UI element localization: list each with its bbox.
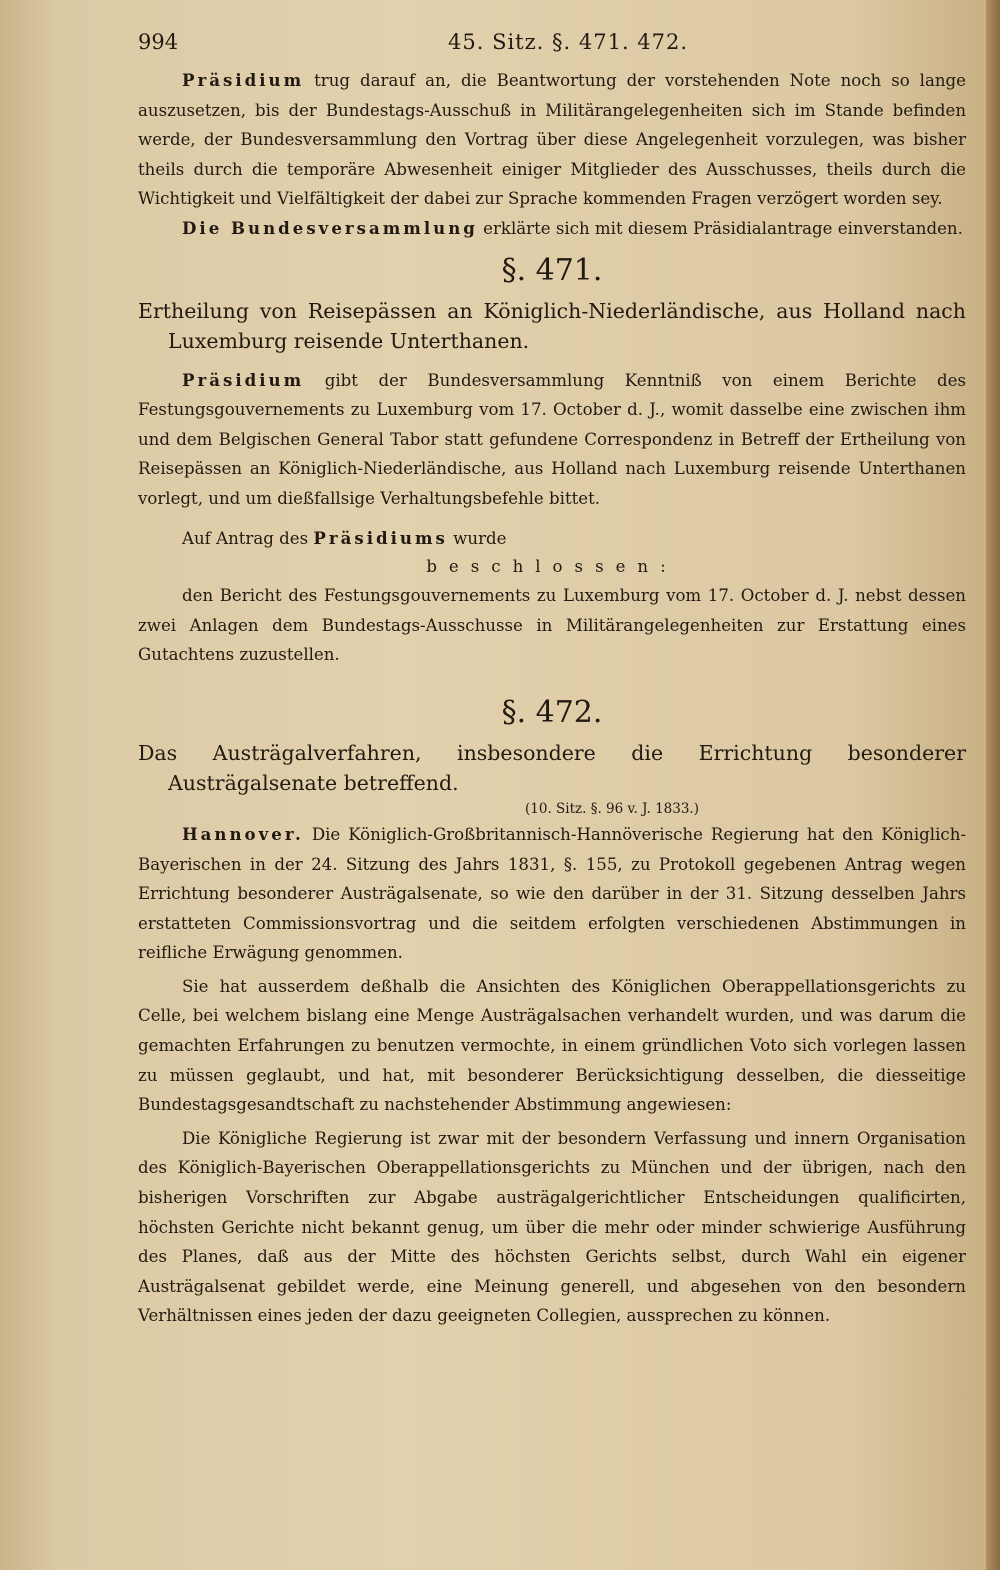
paragraph-text: trug darauf an, die Beantwortung der vorstehenden Note noch so lange auszusetzen, bis der Bundestags-Ausschuß in Militärangelegenheiten sich im Stande befinden werde, der Bundesversammlung den Vortrag über diese Angelegenheit vorzulegen, was bisher theils durch die temporäre Abwesenheit einiger Mitglieder des Ausschusses, theils durch die Wichtigkeit und Vielfältigkeit der dabei zur Sprache kommenden Fragen verzögert worden sey. bbox=[138, 71, 966, 209]
section-472-citation: (10. Sitz. §. 96 v. J. 1833.) bbox=[525, 800, 699, 817]
intro-paragraph-1 bbox=[138, 66, 966, 214]
lead-word: Präsidium bbox=[182, 369, 305, 390]
section-471-paragraph-2 bbox=[138, 524, 966, 554]
page-header bbox=[138, 30, 966, 66]
section-471-title: Ertheilung von Reisepässen an Königlich-Niederländische, aus Holland nach Luxemburg reisende Unterthanen. bbox=[138, 298, 966, 353]
section-472-paragraph-3: Die Königliche Regierung ist zwar mit der besondern Verfassung und innern Organisation des Königlich-Bayerischen Oberappellationsgerichts zu München und der übrigen, nach den bisherigen Vorschriften zur Abgabe austrägalgerichtlicher Entscheidungen qualificirten, höchsten Gerichte nicht bekannt genug, um über die mehr oder minder schwierige Ausführung des Planes, daß aus der Mitte des höchsten Gerichts selbst, durch Wahl ein eigener Austrägalsenat gebildet werde, eine Meinung generell, und abgesehen von den besondern Verhältnissen eines jeden der dazu geeigneten Collegien, aussprechen zu können. bbox=[138, 1128, 966, 1326]
section-472-title: Das Austrägalverfahren, insbesondere die Errichtung besonderer Austrägalsenate betreffend. bbox=[138, 740, 966, 795]
paragraph-text: Die Königlich-Großbritannisch-Hannöverische Regierung hat den Königlich-Bayerischen in der 24. Sitzung des Jahrs 1831, §. 155, zu Protokoll gegebenen Antrag wegen Errichtung besonderer Austrägalsenate, so wie den darüber in der 31. Sitzung desselben Jahrs erstatteten Commissionsvortrag und die seitdem erfolgten verschiedenen Abstimmungen in reifliche Erwägung genommen. bbox=[138, 824, 966, 963]
paragraph-prefix: Auf Antrag des bbox=[182, 528, 309, 548]
page-edge bbox=[986, 0, 1000, 1570]
paragraph-text: erklärte sich mit diesem Präsidialantrage einverstanden. bbox=[483, 218, 963, 238]
intro-paragraph-2 bbox=[138, 214, 966, 244]
page-content bbox=[138, 30, 966, 1331]
section-472-paragraph-2: Sie hat ausserdem deßhalb die Ansichten des Königlichen Oberappellationsgerichts zu Celle, bei welchem bislang eine Menge Austrägalsachen verhandelt wurden, und was darum die gemachten Erfahrungen zu benutzen vermochte, in einem gründlichen Voto sich vorlegen lassen zu müssen geglaubt, und hat, mit besonderer Berücksichtigung desselben, die diesseitige Bundestagsgesandtschaft zu nachstehender Abstimmung angewiesen: bbox=[138, 976, 966, 1115]
page-number: 994 bbox=[138, 30, 179, 54]
lead-word: Präsidiums bbox=[313, 527, 448, 548]
section-472-paragraph-1 bbox=[138, 820, 966, 968]
paragraph-suffix: wurde bbox=[453, 528, 507, 548]
section-471-paragraph-1 bbox=[138, 366, 966, 514]
running-head: 45. Sitz. §. 471. 472. bbox=[448, 30, 689, 54]
paragraph-text: gibt der Bundesversammlung Kenntniß von einem Berichte des Festungsgouvernements zu Luxemburg vom 17. October d. J., womit dasselbe eine zwischen ihm und dem Belgischen General Tabor statt gefundene Correspondenz in Betreff der Ertheilung von Reisepässen an Königlich-Niederländische, aus Holland nach Luxemburg reisende Unterthanen vorlegt, und um dießfallsige Verhaltungsbefehle bittet. bbox=[138, 370, 966, 508]
section-471-number: §. 471. bbox=[501, 252, 603, 288]
lead-word: Die Bundesversammlung bbox=[182, 217, 478, 238]
lead-word: Hannover. bbox=[182, 823, 304, 844]
section-472-number: §. 472. bbox=[501, 694, 603, 730]
resolution-heading: beschlossen: bbox=[426, 557, 678, 577]
section-471-paragraph-3: den Bericht des Festungsgouvernements zu Luxemburg vom 17. October d. J. nebst dessen zwei Anlagen dem Bundestags-Ausschusse in Militärangelegenheiten zur Erstattung eines Gutachtens zuzustellen. bbox=[138, 586, 966, 665]
lead-word: Präsidium bbox=[182, 70, 305, 90]
